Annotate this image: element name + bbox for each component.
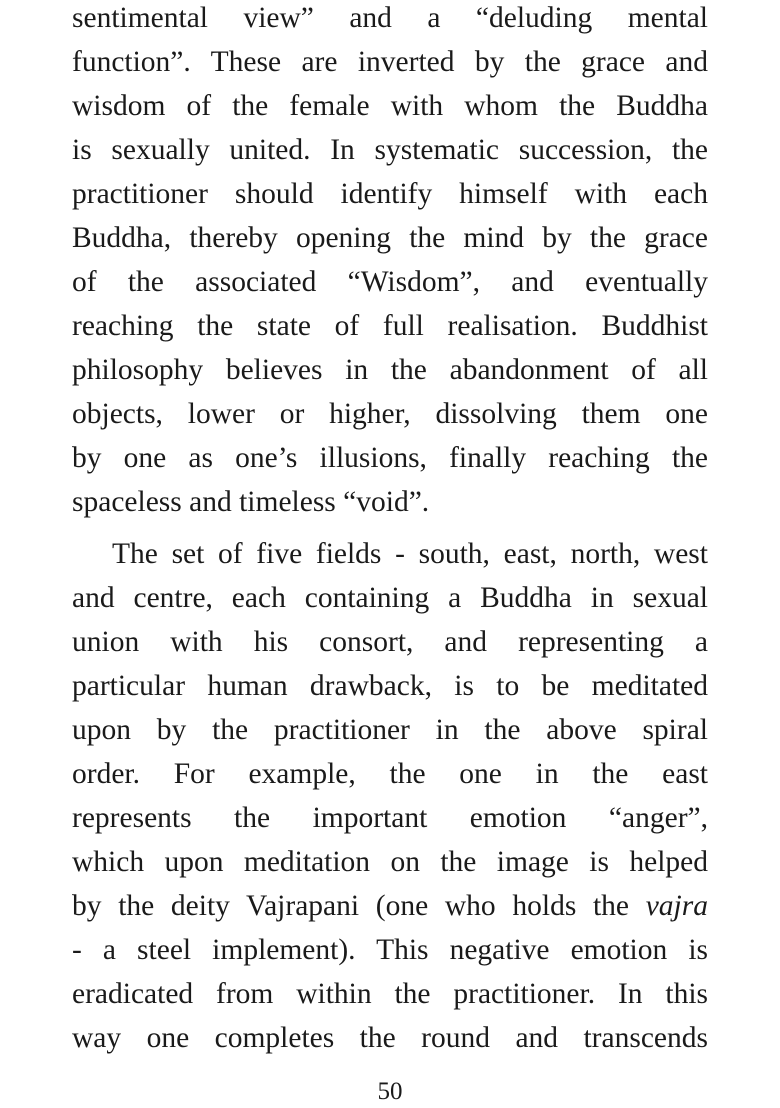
text-line: upon by the practitioner in the above spiral <box>72 714 708 746</box>
text-line: practitioner should identify himself with each <box>72 178 708 210</box>
text-line: philosophy believes in the abandonment of all <box>72 354 708 386</box>
text-line: by one as one’s illusions, finally reaching the <box>72 442 708 474</box>
page-number: 50 <box>377 1078 403 1105</box>
paragraph-2 <box>72 532 708 1060</box>
text-line: way one completes the round and transcends <box>72 1022 708 1054</box>
text-line: eradicated from within the practitioner. In this <box>72 978 708 1010</box>
text-line: function”. These are inverted by the grace and <box>72 46 708 78</box>
text-line: order. For example, the one in the east <box>72 758 708 790</box>
text-line: Buddha, thereby opening the mind by the grace <box>72 222 708 254</box>
text-line: spaceless and timeless “void”. <box>72 486 430 518</box>
text-line: is sexually united. In systematic succession, the <box>72 134 708 166</box>
text-line: sentimental view” and a “deluding mental <box>72 2 708 34</box>
text-line: of the associated “Wisdom”, and eventually <box>72 266 708 298</box>
italic-term: vajra <box>645 890 708 922</box>
text-line: The set of five fields - south, east, north, west <box>112 538 708 570</box>
text-line: wisdom of the female with whom the Buddha <box>72 90 708 122</box>
text-line: reaching the state of full realisation. Buddhist <box>72 310 708 342</box>
paragraph-1 <box>72 0 708 524</box>
text-line: union with his consort, and representing a <box>72 626 708 658</box>
text-line-start: by the deity Vajrapani (one who holds the <box>72 890 646 922</box>
text-line: objects, lower or higher, dissolving them one <box>72 398 708 430</box>
text-line: and centre, each containing a Buddha in sexual <box>72 582 708 614</box>
text-line: particular human drawback, is to be meditated <box>72 670 708 702</box>
text-line: represents the important emotion “anger”, <box>72 802 708 834</box>
text-line <box>72 884 708 928</box>
text-line: which upon meditation on the image is helped <box>72 846 708 878</box>
text-line: - a steel implement). This negative emotion is <box>72 934 708 966</box>
